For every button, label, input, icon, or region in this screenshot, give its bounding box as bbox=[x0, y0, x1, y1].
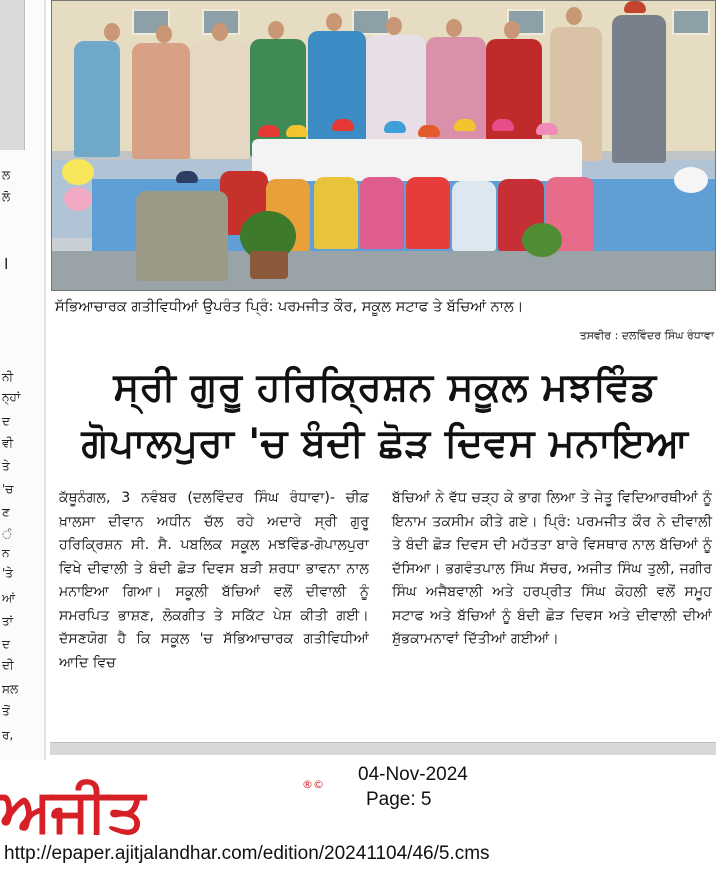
next-article-edge bbox=[50, 742, 716, 755]
article-column-right: ਬੱਚਿਆਂ ਨੇ ਵੱਧ ਚੜ੍ਹ ਕੇ ਭਾਗ ਲਿਆ ਤੇ ਜੇਤੂ ਵਿਦਿਆਰਥੀਆਂ ਨੂੰ ਇਨਾਮ ਤਕਸੀਮ ਕੀਤੇ ਗਏ। ਪ੍ਰਿੰ: ਪਰਮਜੀਤ ਕੌਰ ਨੇ ਦੀਵਾਲੀ ਤੇ ਬੰਦੀ ਛੋੜ ਦਿਵਸ ਦੀ ਮਹੱਤਤਾ ਬਾਰੇ ਵਿਸਥਾਰ ਨਾਲ ਬੱਚਿਆਂ ਨੂੰ ਦੱਸਿਆ। ਭਗਵੰਤਪਾਲ ਸਿੰਘ ਸੱਚਰ, ਅਜੀਤ ਸਿੰਘ ਤੁਲੀ, ਜਗੀਰ ਸਿੰਘ ਅਜੈਬਵਾਲੀ ਅਤੇ ਹਰਪ੍ਰੀਤ ਸਿੰਘ ਕੋਹਲੀ ਵਲੋਂ ਸਮੂਹ ਸਟਾਫ ਅਤੇ ਬੱਚਿਆਂ ਨੂੰ ਬੰਦੀ ਛੋੜ ਦਿਵਸ ਅਤੇ ਦੀਵਾਲੀ ਦੀਆਂ ਸ਼ੁੱਭਕਾਮਨਾਵਾਂ ਦਿੱਤੀਆਂ ਗਈਆਂ। bbox=[392, 490, 712, 647]
standing-person bbox=[426, 37, 486, 155]
clip-fragment: ਦ bbox=[2, 637, 10, 651]
clip-fragment: ਰ, bbox=[2, 728, 14, 742]
group-photo bbox=[51, 0, 716, 291]
balloon bbox=[674, 167, 708, 193]
turban bbox=[384, 121, 406, 133]
headline-line-1: ਸ੍ਰੀ ਗੁਰੂ ਹਰਿਕ੍ਰਿਸ਼ਨ ਸਕੂਲ ਮਝਵਿੰਡ bbox=[113, 365, 657, 410]
article-column-left: ਕੱਥੂਨੰਗਲ, 3 ਨਵੰਬਰ (ਦਲਵਿੰਦਰ ਸਿੰਘ ਰੰਧਾਵਾ)- ਚੀਫ਼ ਖ਼ਾਲਸਾ ਦੀਵਾਨ ਅਧੀਨ ਚੱਲ ਰਹੇ ਅਦਾਰੇ ਸ੍ਰੀ ਗੁਰੂ ਹਰਿਕ੍ਰਿਸ਼ਨ ਸੀ. ਸੈ. ਪਬਲਿਕ ਸਕੂਲ ਮਝਵਿੰਡ-ਗੋਪਾਲਪੁਰਾ ਵਿਖੇ ਦੀਵਾਲੀ ਤੇ ਬੰਦੀ ਛੋੜ ਦਿਵਸ ਬੜੀ ਸ਼ਰਧਾ ਭਾਵਨਾ ਨਾਲ ਮਨਾਇਆ ਗਿਆ। ਸਕੂਲੀ ਬੱਚਿਆਂ ਵਲੋਂ ਦੀਵਾਲੀ ਨੂੰ ਸਮਰਪਿਤ ਭਾਸ਼ਣ, ਲੋਕਗੀਤ ਤੇ ਸਕਿੱਟ ਪੇਸ਼ ਕੀਤੀ ਗਈ। ਦੱਸਣਯੋਗ ਹੈ ਕਿ ਸਕੂਲ 'ਚ ਸੱਭਿਆਚਾਰਕ ਗਤੀਵਿਧੀਆਂ ਆਦਿ ਵਿਚ bbox=[59, 490, 369, 671]
turban bbox=[176, 171, 198, 183]
turban bbox=[418, 125, 440, 137]
person-head bbox=[212, 23, 228, 41]
clip-fragment: ਣ bbox=[2, 505, 10, 519]
clip-fragment: ਤੋਂ bbox=[2, 704, 10, 718]
seated-man bbox=[136, 191, 228, 281]
clip-fragment: ਲ bbox=[2, 168, 11, 182]
ajit-logo: ਅਜੀਤ bbox=[0, 776, 145, 846]
clip-fragment: 'ਚ bbox=[2, 482, 14, 496]
clip-fragment: ਨ bbox=[2, 546, 10, 560]
turban bbox=[536, 123, 558, 135]
person-head bbox=[156, 25, 172, 43]
seated-child bbox=[406, 177, 450, 249]
photo-caption: ਸੱਭਿਆਚਾਰਕ ਗਤੀਵਿਧੀਆਂ ਉਪਰੰਤ ਪ੍ਰਿੰ: ਪਰਮਜੀਤ ਕੌਰ, ਸਕੂਲ ਸਟਾਫ ਤੇ ਬੱਚਿਆਂ ਨਾਲ। bbox=[55, 299, 524, 315]
clip-fragment: ੰ bbox=[2, 528, 12, 542]
turban bbox=[258, 125, 280, 137]
clip-fragment: ਦ bbox=[2, 414, 10, 428]
turban bbox=[332, 119, 354, 131]
registered-mark: ®© bbox=[302, 778, 324, 791]
potted-plant bbox=[522, 223, 562, 257]
standing-person bbox=[190, 41, 250, 159]
person-head bbox=[104, 23, 120, 41]
seated-child bbox=[452, 181, 496, 251]
turban bbox=[454, 119, 476, 131]
clip-fragment: ਲੋ bbox=[2, 190, 11, 204]
standing-person bbox=[74, 41, 120, 157]
edition-date: 04-Nov-2024 bbox=[358, 764, 468, 785]
page-number: Page: 5 bbox=[366, 789, 432, 810]
photo-credit: ਤਸਵੀਰ : ਦਲਵਿੰਦਰ ਸਿੰਘ ਰੰਧਾਵਾ bbox=[579, 329, 714, 342]
seated-child bbox=[360, 177, 404, 249]
person-head bbox=[504, 21, 520, 39]
clip-fragment: 'ਤੇ bbox=[2, 566, 13, 580]
person-head bbox=[326, 13, 342, 31]
headline-line-2: ਗੋਪਾਲਪੁਰਾ 'ਚ ਬੰਦੀ ਛੋੜ ਦਿਵਸ ਮਨਾਇਆ bbox=[81, 421, 689, 466]
standing-person bbox=[308, 31, 366, 153]
person-head bbox=[446, 19, 462, 37]
balloon bbox=[62, 159, 94, 185]
person-head bbox=[386, 17, 402, 35]
clip-fragment: ਤੇ bbox=[2, 459, 10, 473]
turban bbox=[286, 125, 308, 137]
column-divider bbox=[44, 0, 46, 760]
clip-fragment: ਵੀ bbox=[2, 436, 14, 450]
standing-person bbox=[132, 43, 190, 159]
article-headline bbox=[50, 360, 720, 472]
clip-fragment: ਨ੍ਹਾਂ bbox=[2, 390, 21, 404]
seated-child bbox=[314, 177, 358, 249]
clip-fragment: ਆਂ bbox=[2, 591, 16, 605]
plant-pot bbox=[250, 251, 288, 279]
standing-person bbox=[366, 35, 426, 155]
clip-fragment: ਤਾਂ bbox=[2, 614, 14, 628]
balloon bbox=[64, 187, 92, 211]
clip-fragment: । bbox=[2, 253, 9, 274]
clip-fragment: ਦੀ bbox=[2, 658, 14, 672]
previous-photo-edge bbox=[0, 0, 25, 150]
standing-person bbox=[612, 15, 666, 163]
children-group-white bbox=[252, 139, 582, 181]
turban bbox=[492, 119, 514, 131]
photo-window bbox=[672, 9, 710, 35]
source-url: http://epaper.ajitjalandhar.com/edition/20241104/46/5.cms bbox=[4, 843, 490, 864]
clip-fragment: ਸਲ bbox=[2, 682, 19, 696]
turban bbox=[624, 1, 646, 13]
person-head bbox=[566, 7, 582, 25]
person-head bbox=[268, 21, 284, 39]
previous-article-clip bbox=[0, 0, 44, 760]
clip-fragment: ਨੀ bbox=[2, 370, 14, 384]
